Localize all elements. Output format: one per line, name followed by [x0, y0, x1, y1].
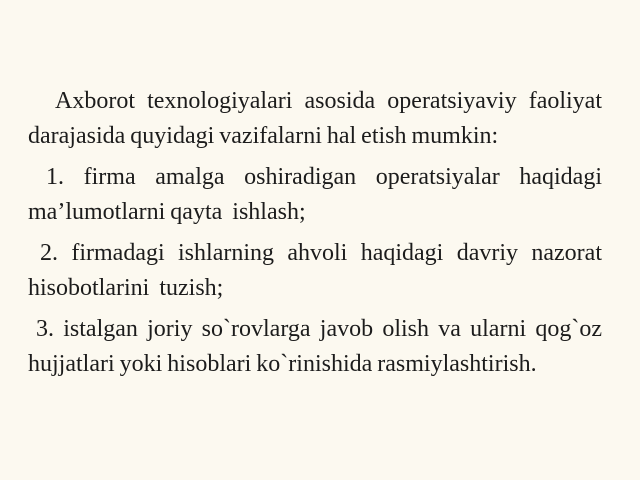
paragraph-item-1: 1. firma amalga oshiradigan operatsiyalar haqidagi ma’lumotlarni qayta ishlash;: [28, 164, 607, 225]
slide-text-block: [28, 84, 607, 382]
paragraph-item-3: 3. istalgan joriy so`rovlarga javob olish va ularni qog`oz hujjatlari yoki hisoblari ko`rinishida rasmiylashtirish.: [28, 316, 607, 377]
paragraph-item-2: 2. firmadagi ishlarning ahvoli haqidagi davriy nazorat hisobotlarini tuzish;: [28, 240, 607, 301]
paragraph-intro: Axborot texnologiyalari asosida operatsiyaviy faoliyat darajasida quyidagi vazifalarni hal etish mumkin:: [28, 88, 607, 149]
